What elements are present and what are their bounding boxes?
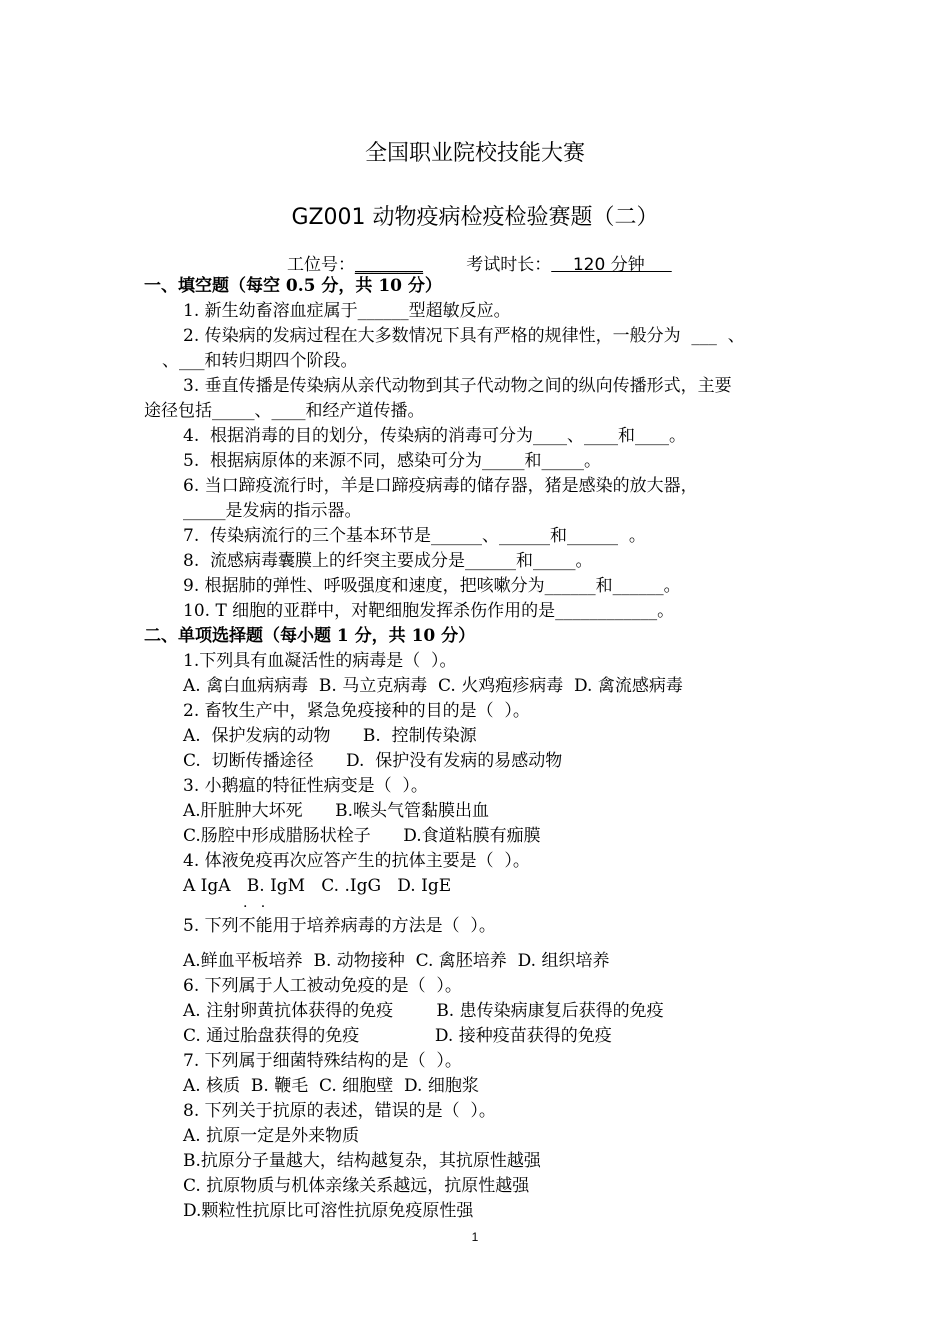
option-line: A. 注射卵黄抗体获得的免疫 B. 患传染病康复后获得的免疫 (183, 1001, 664, 1021)
time-value: 120 分钟 (551, 255, 672, 275)
question-line: _____是发病的指示器。 (183, 501, 362, 521)
option-line: C.肠腔中形成腊肠状栓子 D.食道粘膜有痂膜 (183, 826, 541, 846)
option-line: C. 通过胎盘获得的免疫 D. 接种疫苗获得的免疫 (183, 1026, 612, 1046)
question-line: 3. 垂直传播是传染病从亲代动物到其子代动物之间的纵向传播形式，主要 (183, 376, 732, 396)
section-heading: 二、单项选择题（每小题 1 分，共 10 分） (144, 626, 476, 646)
section-heading: 一、填空题（每空 0.5 分，共 10 分） (144, 276, 442, 296)
question-line: 6. 当口蹄疫流行时，羊是口蹄疫病毒的储存器，猪是感染的放大器， (183, 476, 698, 496)
option-line: A. 保护发病的动物 B. 控制传染源 (183, 726, 477, 746)
option-line: B.抗原分子量越大，结构越复杂，其抗原性越强 (183, 1151, 541, 1171)
question-line: 2. 传染病的发病过程在大多数情况下具有严格的规律性，一般分为 ___ 、 (183, 326, 745, 346)
question-line: 4. 体液免疫再次应答产生的抗体主要是（ ）。 (183, 851, 530, 871)
question-line: 8. 下列关于抗原的表述，错误的是（ ）。 (183, 1101, 496, 1121)
option-line: A.肝脏肿大坏死 B.喉头气管黏膜出血 (183, 801, 489, 821)
question-line: 4. 根据消毒的目的划分，传染病的消毒可分为____、____和____。 (183, 426, 687, 446)
question-line: 5. 下列不能用于培养病毒的方法是（ ）。 (183, 916, 496, 936)
competition-title: 全国职业院校技能大赛 (364, 141, 585, 166)
question-line: 、___和转归期四个阶段。 (162, 351, 358, 371)
station-blank: ________ (355, 255, 423, 275)
question-line: 6. 下列属于人工被动免疫的是（ ）。 (183, 976, 462, 996)
question-line: 1.下列具有血凝活性的病毒是（ ）。 (183, 651, 457, 671)
station-label: 工位号： (287, 255, 355, 275)
question-line: 2. 畜牧生产中，紧急免疫接种的目的是（ ）。 (183, 701, 530, 721)
question-line: 8. 流感病毒囊膜上的纤突主要成分是______和_____。 (183, 551, 593, 571)
option-line: A.鲜血平板培养 B. 动物接种 C. 禽胚培养 D. 组织培养 (183, 951, 610, 971)
page-number: 1 (471, 1230, 479, 1244)
option-line: A. 禽白血病病毒 B. 马立克病毒 C. 火鸡疱疹病毒 D. 禽流感病毒 (183, 676, 683, 696)
question-line: 3. 小鹅瘟的特征性病变是（ ）。 (183, 776, 428, 796)
question-line: 9. 根据肺的弹性、呼吸强度和速度，把咳嗽分为______和______。 (183, 576, 681, 596)
question-line: 7. 传染病流行的三个基本环节是______、______和______ 。 (183, 526, 646, 546)
exam-info (287, 250, 672, 275)
option-line: A. 核质 B. 鞭毛 C. 细胞壁 D. 细胞浆 (183, 1076, 479, 1096)
option-line: C. 抗原物质与机体亲缘关系越远，抗原性越强 (183, 1176, 530, 1196)
stray-dots: . . (243, 895, 266, 911)
question-line: 7. 下列属于细菌特殊结构的是（ ）。 (183, 1051, 462, 1071)
question-line: 10. T 细胞的亚群中，对靶细胞发挥杀伤作用的是____________。 (183, 601, 675, 621)
question-line: 5. 根据病原体的来源不同，感染可分为_____和_____。 (183, 451, 602, 471)
question-line: 1. 新生幼畜溶血症属于______型超敏反应。 (183, 301, 511, 321)
question-line: 途径包括_____、____和经产道传播。 (144, 401, 425, 421)
option-line: C. 切断传播途径 D. 保护没有发病的易感动物 (183, 751, 563, 771)
exam-subtitle: GZ001 动物疫病检疫检验赛题（二） (291, 205, 659, 230)
option-line: D.颗粒性抗原比可溶性抗原免疫原性强 (183, 1201, 474, 1221)
time-label: 考试时长： (466, 255, 552, 275)
option-line: A IgA B. IgM C. .IgG D. IgE (183, 876, 452, 896)
option-line: A. 抗原一定是外来物质 (183, 1126, 360, 1146)
